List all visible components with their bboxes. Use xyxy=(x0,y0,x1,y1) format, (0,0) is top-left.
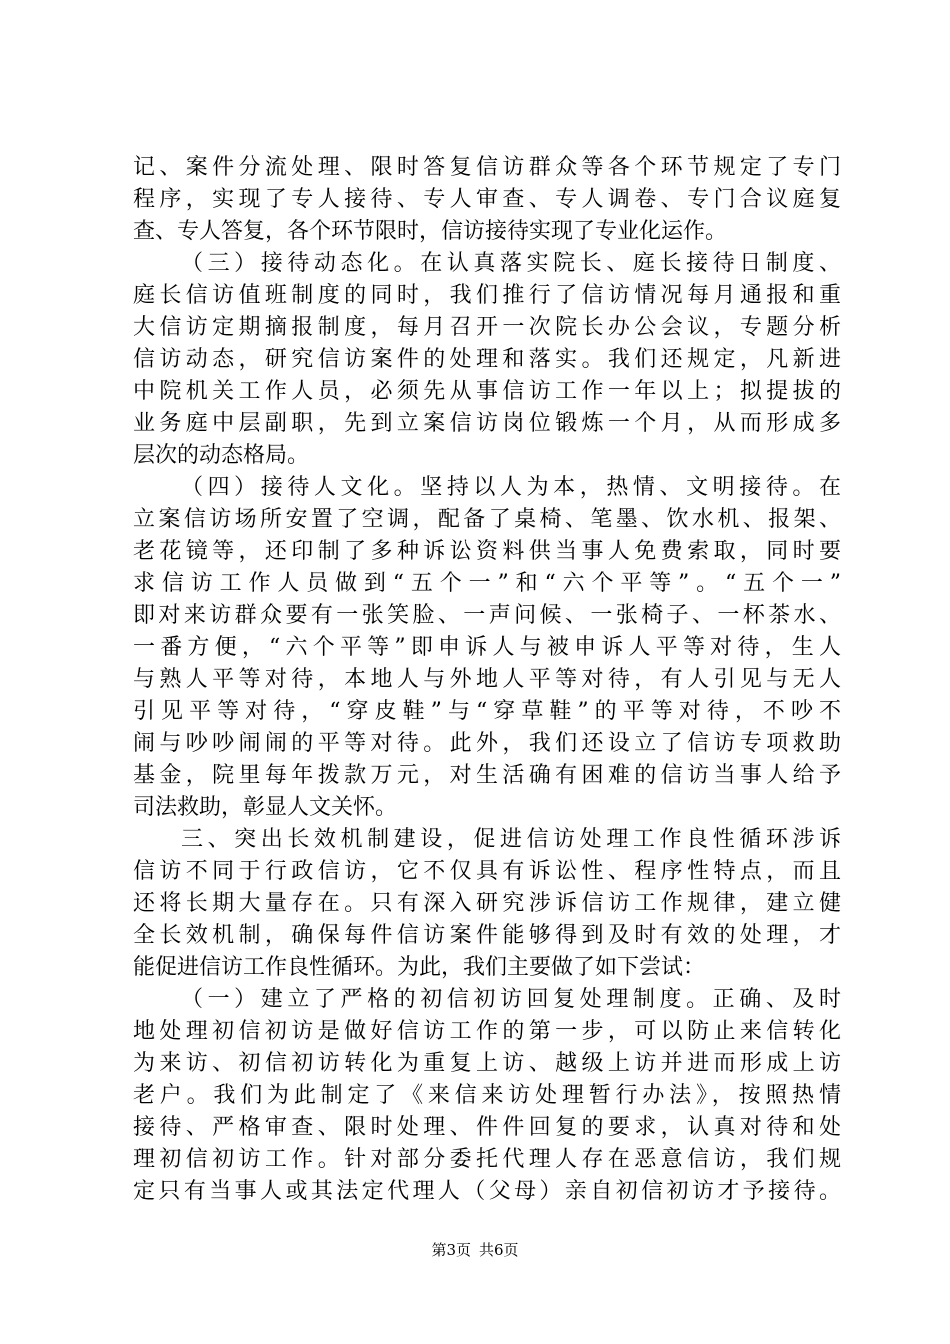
page-number: 第3页 xyxy=(431,1241,471,1259)
text-line: 理初信初访工作。针对部分委托代理人存在恶意信访，我们规 xyxy=(133,1147,841,1172)
text-line: 接待、严格审查、限时处理、件件回复的要求，认真对待和处 xyxy=(133,1115,841,1140)
text-line: 大信访定期摘报制度，每月召开一次院长办公会议，专题分析 xyxy=(133,315,841,340)
text-line: 层次的动态格局。 xyxy=(133,443,310,468)
text-line: 引见平等对待，“穿皮鞋”与“穿草鞋”的平等对待，不吵不 xyxy=(133,699,841,724)
text-line: 一番方便，“六个平等”即申诉人与被申诉人平等对待，生人 xyxy=(133,635,841,660)
text-line: 司法救助，彰显人文关怀。 xyxy=(133,795,398,820)
text-line: 信访动态，研究信访案件的处理和落实。我们还规定，凡新进 xyxy=(133,347,841,372)
text-line: 与熟人平等对待，本地人与外地人平等对待，有人引见与无人 xyxy=(133,667,841,692)
text-line: 庭长信访值班制度的同时，我们推行了信访情况每月通报和重 xyxy=(133,283,841,308)
text-line: 程序，实现了专人接待、专人审查、专人调卷、专门合议庭复 xyxy=(133,187,841,212)
text-line: 闹与吵吵闹闹的平等对待。此外，我们还设立了信访专项救助 xyxy=(133,731,841,756)
text-line: 为来访、初信初访转化为重复上访、越级上访并进而形成上访 xyxy=(133,1051,841,1076)
text-line: 查、专人答复，各个环节限时，信访接待实现了专业化运作。 xyxy=(133,219,728,244)
text-line: （三）接待动态化。在认真落实院长、庭长接待日制度、 xyxy=(181,251,841,276)
text-line: 定只有当事人或其法定代理人（父母）亲自初信初访才予接待。 xyxy=(133,1179,841,1204)
document-body xyxy=(133,152,841,1208)
page-footer xyxy=(0,1240,950,1260)
text-line: （四）接待人文化。坚持以人为本，热情、文明接待。在 xyxy=(181,475,841,500)
text-line: 求信访工作人员做到“五个一”和“六个平等”。“五个一” xyxy=(133,571,841,596)
text-line: 信访不同于行政信访，它不仅具有诉讼性、程序性特点，而且 xyxy=(133,859,841,884)
text-line: 记、案件分流处理、限时答复信访群众等各个环节规定了专门 xyxy=(133,155,841,180)
page-total: 共6页 xyxy=(479,1241,519,1259)
text-line: 能促进信访工作良性循环。为此，我们主要做了如下尝试： xyxy=(133,955,706,980)
text-line: （一）建立了严格的初信初访回复处理制度。正确、及时 xyxy=(181,987,841,1012)
text-line: 中院机关工作人员，必须先从事信访工作一年以上；拟提拔的 xyxy=(133,379,841,404)
text-line: 老户。我们为此制定了《来信来访处理暂行办法》，按照热情 xyxy=(133,1083,841,1108)
text-line: 地处理初信初访是做好信访工作的第一步，可以防止来信转化 xyxy=(133,1019,841,1044)
text-line: 即对来访群众要有一张笑脸、一声问候、一张椅子、一杯茶水、 xyxy=(133,603,841,628)
text-line: 业务庭中层副职，先到立案信访岗位锻炼一个月，从而形成多 xyxy=(133,411,841,436)
text-line: 三、突出长效机制建设，促进信访处理工作良性循环涉诉 xyxy=(181,827,841,852)
text-line: 全长效机制，确保每件信访案件能够得到及时有效的处理，才 xyxy=(133,923,841,948)
text-line: 立案信访场所安置了空调，配备了桌椅、笔墨、饮水机、报架、 xyxy=(133,507,841,532)
text-line: 还将长期大量存在。只有深入研究涉诉信访工作规律，建立健 xyxy=(133,891,841,916)
text-line: 老花镜等，还印制了多种诉讼资料供当事人免费索取，同时要 xyxy=(133,539,841,564)
text-line: 基金，院里每年拨款万元，对生活确有困难的信访当事人给予 xyxy=(133,763,841,788)
